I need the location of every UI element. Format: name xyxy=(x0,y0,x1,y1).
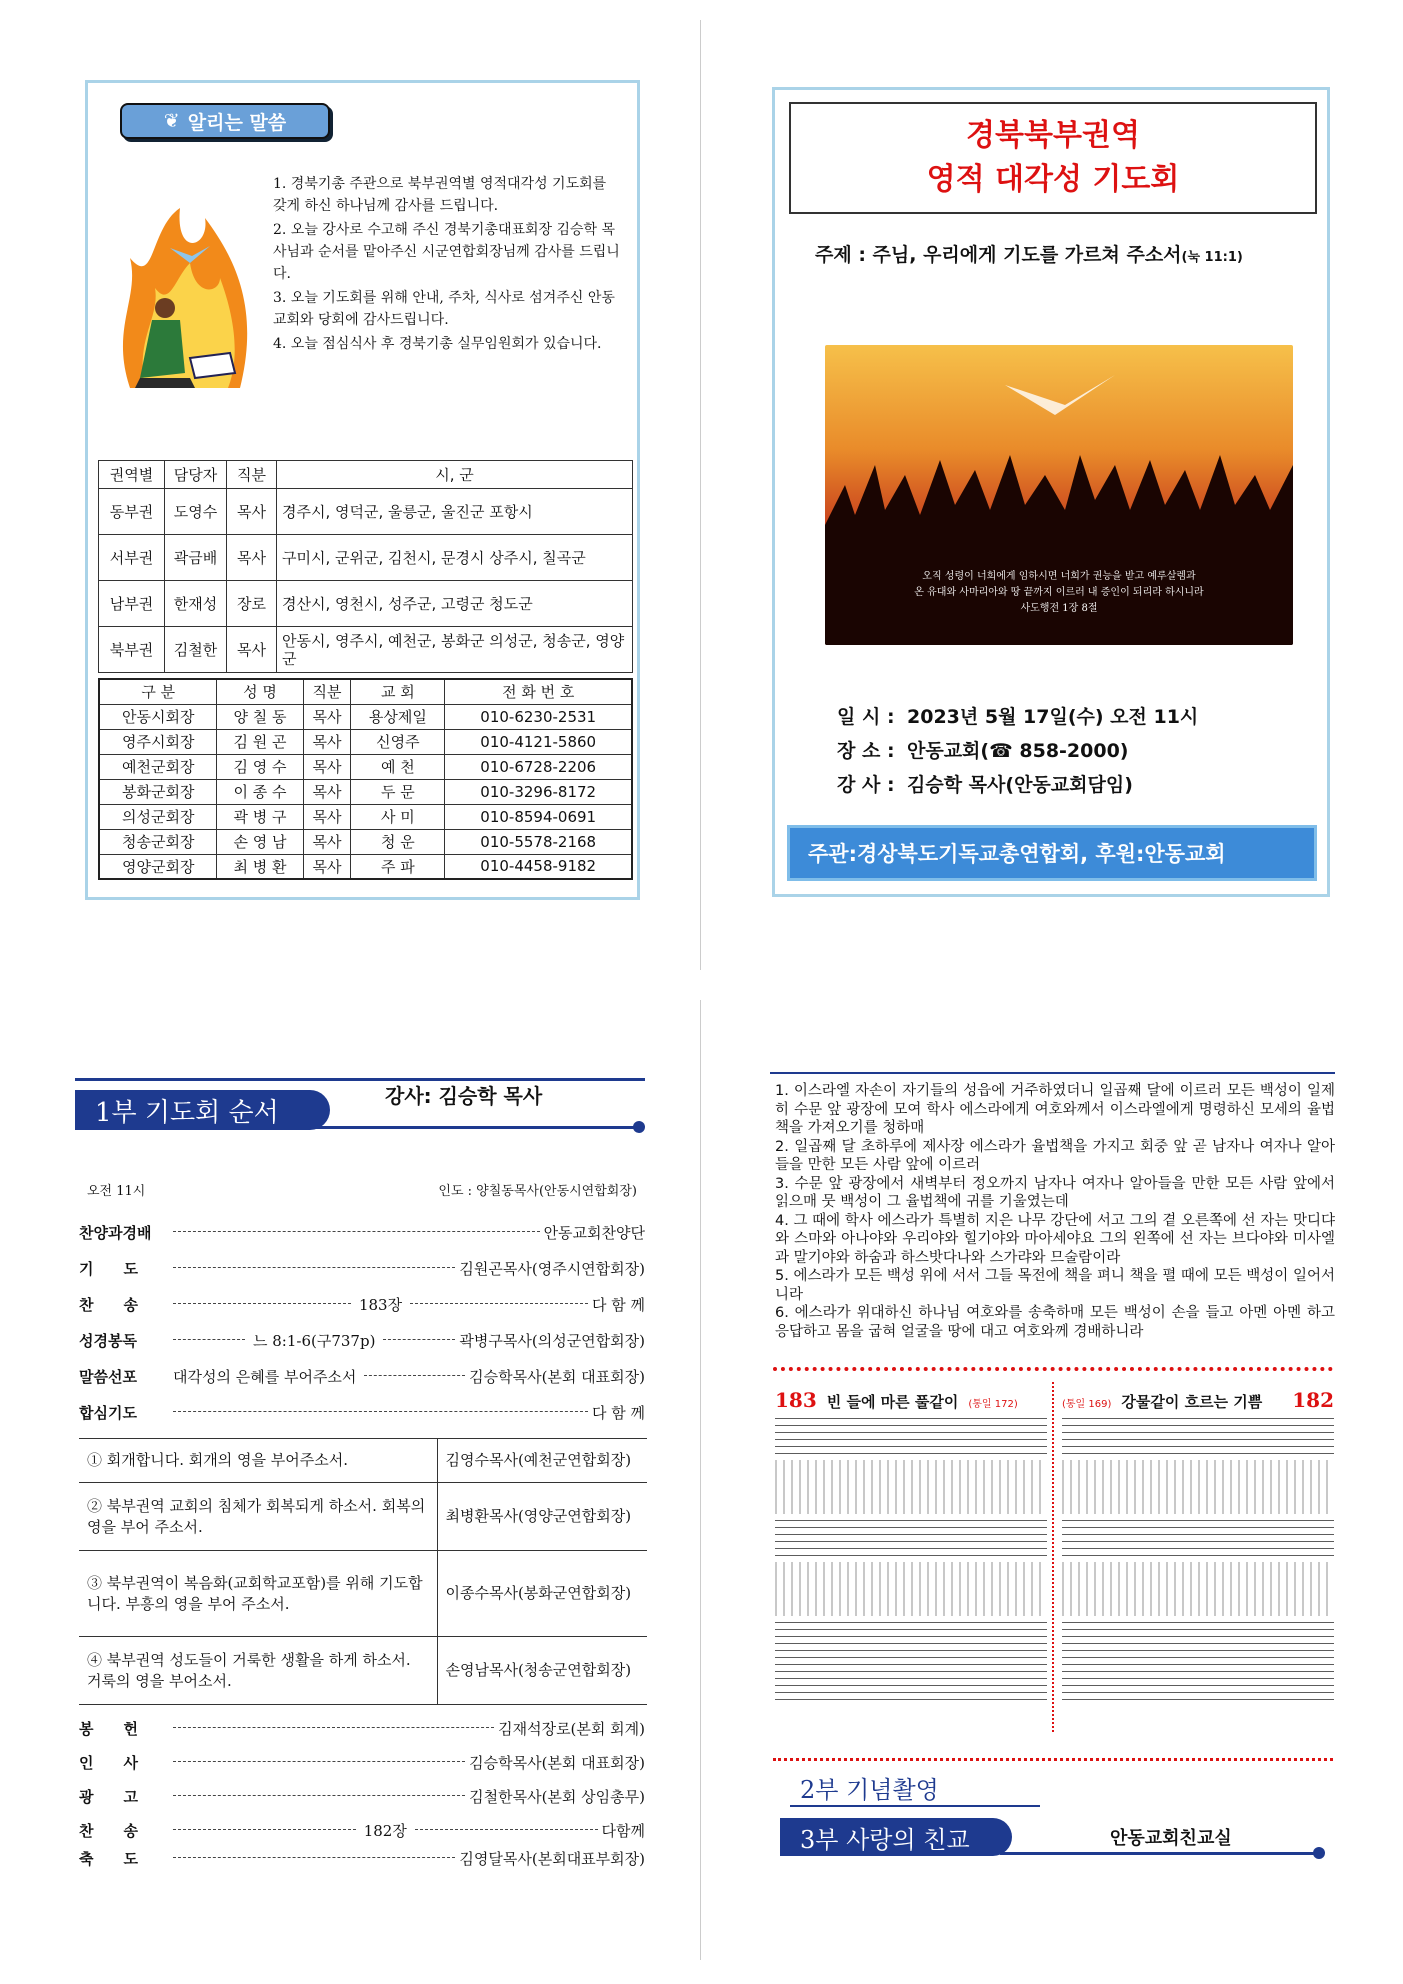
section-dot xyxy=(633,1121,645,1133)
place-value: 안동교회(☎ 858-2000) xyxy=(907,740,1129,762)
order-value: 김영달목사(본회대표부회장) xyxy=(459,1850,645,1868)
order-value: 김철한목사(본회 상임총무) xyxy=(469,1788,645,1806)
contact-division: 봉화군회장 xyxy=(99,779,217,804)
contact-division: 영주시회장 xyxy=(99,729,217,754)
scripture-verse: 2. 일곱째 달 초하루에 제사장 에스라가 율법책을 가지고 회중 앞 곧 남자나 여자나 알아들을 만한 모든 사람 앞에 이르러 xyxy=(775,1138,1335,1173)
table-row xyxy=(99,627,633,673)
contact-division: 청송군회장 xyxy=(99,829,217,854)
dash-line xyxy=(173,1258,455,1268)
contact-phone: 010-4458-9182 xyxy=(445,854,632,879)
contact-phone: 010-8594-0691 xyxy=(445,804,632,829)
region-header: 담당자 xyxy=(165,461,227,489)
contact-phone: 010-6230-2531 xyxy=(445,704,632,729)
hymn-title: 강물같이 흐르는 기쁨 xyxy=(1121,1393,1263,1411)
event-info xyxy=(837,700,1198,802)
scripture-verse: 6. 에스라가 위대하신 하나님 여호와를 송축하매 모든 백성이 손을 들고 아멘 아멘 하고 응답하고 몸을 굽혀 얼굴을 땅에 대고 여호와께 경배하니라 xyxy=(775,1305,1335,1340)
contact-header: 전 화 번 호 xyxy=(445,679,632,704)
section-rule-top xyxy=(75,1078,645,1081)
prayer-text: ③ 북부권역이 복음화(교회학교포함)를 위해 기도합니다. 부흥의 영을 부어 주소서. xyxy=(79,1551,437,1637)
order-row xyxy=(79,1258,645,1279)
speaker-label: 강 사 : xyxy=(837,774,895,796)
order-row xyxy=(79,1294,645,1315)
contact-church: 두 문 xyxy=(351,779,445,804)
program-panel xyxy=(75,1070,645,1870)
contact-name: 양 칠 동 xyxy=(217,704,303,729)
contact-phone: 010-3296-8172 xyxy=(445,779,632,804)
prayer-text: ② 북부권역 교회의 침체가 회복되게 하소서. 회복의 영을 부어 주소서. xyxy=(79,1483,437,1551)
prayer-table xyxy=(79,1438,647,1705)
region-cities: 경주시, 영덕군, 울릉군, 울진군 포항시 xyxy=(277,489,633,535)
contact-role: 목사 xyxy=(303,804,351,829)
contact-division: 영양군회장 xyxy=(99,854,217,879)
contact-division: 안동시회장 xyxy=(99,704,217,729)
prayer-leader: 이종수목사(봉화군연합회장) xyxy=(437,1551,647,1637)
music-staff xyxy=(775,1418,1047,1454)
hero-caption-line: 오직 성령이 너희에게 임하시면 너희가 권능을 받고 예루살렘과 xyxy=(922,571,1196,582)
order-label: 말씀선포 xyxy=(79,1368,137,1386)
date-value: 2023년 5월 17일(수) 오전 11시 xyxy=(907,706,1199,728)
contact-name: 이 종 수 xyxy=(217,779,303,804)
dash-line xyxy=(173,1222,540,1232)
prayer-text: ④ 북부권역 성도들이 거룩한 생활을 하게 하소서. 거룩의 영을 부어소서. xyxy=(79,1637,437,1705)
region-header: 권역별 xyxy=(99,461,165,489)
order-row xyxy=(79,1330,645,1351)
order-label: 찬 송 xyxy=(79,1822,138,1840)
hymn-number: 182 xyxy=(1292,1388,1334,1412)
prayer-row xyxy=(79,1439,647,1483)
hymn-old-number: (통일 169) xyxy=(1062,1399,1112,1410)
region-manager: 김철한 xyxy=(165,627,227,673)
dash-line xyxy=(173,1718,494,1728)
hero-caption-line: 온 유대와 사마리아와 땅 끝까지 이르러 내 증인이 되리라 하시니라 xyxy=(914,587,1204,598)
region-role: 목사 xyxy=(227,535,277,581)
order-label: 기 도 xyxy=(79,1260,138,1278)
hymn-title: 빈 들에 마른 풀같이 xyxy=(826,1393,959,1411)
hymn-lyrics-block xyxy=(1062,1460,1334,1514)
hymn-lyrics-block xyxy=(775,1562,1047,1616)
prayer-text: ① 회개합니다. 회개의 영을 부어주소서. xyxy=(79,1439,437,1483)
contact-name: 김 영 수 xyxy=(217,754,303,779)
hero-caption xyxy=(825,569,1293,617)
cover-title-line2: 영적 대각성 기도회 xyxy=(926,162,1180,197)
program-leader: 인도 : 양칠동목사(안동시연합회장) xyxy=(438,1184,637,1199)
section-title-3: 3부 사랑의 친교 xyxy=(780,1818,1012,1856)
order-label: 인 사 xyxy=(79,1754,138,1772)
music-staff xyxy=(1062,1418,1334,1454)
order-label: 광 고 xyxy=(79,1788,138,1806)
table-row xyxy=(99,829,632,854)
contact-church: 사 미 xyxy=(351,804,445,829)
contact-church: 용상제일 xyxy=(351,704,445,729)
dash-line xyxy=(173,1330,245,1340)
region-header: 시, 군 xyxy=(277,461,633,489)
order-row xyxy=(79,1366,645,1387)
order-label: 성경봉독 xyxy=(79,1332,137,1350)
dash-line xyxy=(173,1752,465,1762)
order-value: 곽병구목사(의성군연합회장) xyxy=(459,1332,645,1350)
music-staff xyxy=(1062,1520,1334,1556)
announcement-item: 3. 오늘 기도회를 위해 안내, 주차, 식사로 섬겨주신 안동교회와 당회에 감사드립니다. xyxy=(273,290,615,328)
hymn-lyrics-block xyxy=(1062,1562,1334,1616)
region-role: 목사 xyxy=(227,627,277,673)
region-manager: 도영수 xyxy=(165,489,227,535)
scripture-text xyxy=(775,1082,1335,1341)
table-row xyxy=(99,804,632,829)
contact-role: 목사 xyxy=(303,704,351,729)
scripture-verse: 4. 그 때에 학사 에스라가 특별히 지은 나무 강단에 서고 그의 곁 오른쪽에 선 자는 맛디댜와 스마와 아나야와 우리야와 힐기야와 마아세야요 그의 왼쪽에 선 자는 브다야와 미사엘과 말기야와 하숨과 하스밧다나와 스가랴와 므술람이라 xyxy=(775,1212,1335,1266)
music-staff xyxy=(1062,1664,1334,1700)
order-value: 다 함 께 xyxy=(592,1296,646,1314)
region-role: 장로 xyxy=(227,581,277,627)
contact-role: 목사 xyxy=(303,729,351,754)
order-label: 찬 송 xyxy=(79,1296,138,1314)
order-value: 다함께 xyxy=(601,1822,646,1840)
order-row xyxy=(79,1718,645,1739)
host-bar: 주관:경상북도기독교총연합회, 후원:안동교회 xyxy=(787,825,1317,881)
program-time: 오전 11시 xyxy=(87,1184,146,1199)
hymn-sheet-182 xyxy=(1062,1388,1334,1748)
order-label: 축 도 xyxy=(79,1850,138,1868)
hymn-sheet-183 xyxy=(775,1388,1047,1748)
announcement-title-badge xyxy=(120,103,330,139)
region-name: 남부권 xyxy=(99,581,165,627)
region-manager: 곽금배 xyxy=(165,535,227,581)
dash-line xyxy=(383,1330,455,1340)
dash-line xyxy=(173,1402,588,1412)
order-label: 합심기도 xyxy=(79,1404,137,1422)
order-row xyxy=(79,1848,645,1869)
contact-name: 곽 병 구 xyxy=(217,804,303,829)
prayer-leader: 김영수목사(예천군연합회장) xyxy=(437,1439,647,1483)
cover-panel xyxy=(772,87,1330,897)
scripture-verse: 3. 수문 앞 광장에서 새벽부터 정오까지 남자나 여자나 알아들을 만한 모든 사람 앞에서 읽으매 뭇 백성이 그 율법책에 귀를 기울였는데 xyxy=(775,1175,1335,1210)
dash-line xyxy=(364,1366,465,1376)
announcement-item: 1. 경북기총 주관으로 북부권역별 영적대각성 기도회를 갖게 하신 하나님께 감사를 드립니다. xyxy=(273,176,607,214)
contact-church: 주 파 xyxy=(351,854,445,879)
order-row xyxy=(79,1222,645,1243)
date-label: 일 시 : xyxy=(837,706,895,728)
red-dotted-divider xyxy=(773,1367,1333,1371)
cover-theme xyxy=(815,240,1243,267)
contact-church: 신영주 xyxy=(351,729,445,754)
region-name: 북부권 xyxy=(99,627,165,673)
section-rule xyxy=(315,1126,640,1129)
region-cities: 경산시, 영천시, 성주군, 고령군 청도군 xyxy=(277,581,633,627)
contact-header: 구 분 xyxy=(99,679,217,704)
table-row xyxy=(99,729,632,754)
contact-role: 목사 xyxy=(303,754,351,779)
music-staff xyxy=(775,1664,1047,1700)
order-value: 김승학목사(본회 대표회장) xyxy=(469,1754,645,1772)
scripture-verse: 1. 이스라엘 자손이 자기들의 성읍에 거주하였더니 일곱째 달에 이르러 모든 백성이 일제히 수문 앞 광장에 모여 학사 에스라에게 여호와께서 이스라엘에게 명령하신 모세의 율법책을 가져오기를 청하매 xyxy=(775,1083,1335,1136)
dash-line xyxy=(173,1294,351,1304)
contact-header: 성 명 xyxy=(217,679,303,704)
contact-role: 목사 xyxy=(303,829,351,854)
table-row xyxy=(99,535,633,581)
table-row xyxy=(99,581,633,627)
worship-hero-image xyxy=(825,345,1293,645)
prayer-leader: 손영남목사(청송군연합회장) xyxy=(437,1637,647,1705)
contact-church: 청 운 xyxy=(351,829,445,854)
contact-name: 김 원 곤 xyxy=(217,729,303,754)
contact-name: 손 영 남 xyxy=(217,829,303,854)
theme-text: 주제 : 주님, 우리에게 기도를 가르쳐 주소서 xyxy=(815,244,1182,266)
order-mid: 182장 xyxy=(363,1822,407,1840)
hymn-old-number: (통일 172) xyxy=(968,1399,1018,1410)
order-mid: 대각성의 은혜를 부어주소서 xyxy=(173,1368,357,1386)
prayer-row xyxy=(79,1637,647,1705)
red-dotted-divider xyxy=(773,1758,1333,1761)
section-rule xyxy=(790,1805,1040,1807)
order-row xyxy=(79,1402,645,1423)
section-dot xyxy=(1313,1847,1325,1859)
contact-church: 예 천 xyxy=(351,754,445,779)
contact-division: 의성군회장 xyxy=(99,804,217,829)
contact-table xyxy=(98,678,633,880)
music-staff xyxy=(775,1622,1047,1658)
hymn-divider xyxy=(1052,1382,1054,1732)
region-table xyxy=(98,460,633,673)
order-value: 김재석장로(본회 회계) xyxy=(498,1720,645,1738)
contact-phone: 010-6728-2206 xyxy=(445,754,632,779)
dash-line xyxy=(173,1786,465,1796)
order-value: 다 함 께 xyxy=(591,1404,645,1422)
order-value: 안동교회찬양단 xyxy=(543,1224,645,1242)
page-divider-vertical xyxy=(700,20,701,970)
announcement-list xyxy=(273,173,623,357)
contact-division: 예천군회장 xyxy=(99,754,217,779)
region-name: 서부권 xyxy=(99,535,165,581)
section-title-2: 2부 기념촬영 xyxy=(800,1776,939,1804)
table-row xyxy=(99,489,633,535)
contact-header: 직분 xyxy=(303,679,351,704)
dash-line xyxy=(415,1820,598,1830)
theme-ref: (눅 11:1) xyxy=(1181,250,1243,265)
region-manager: 한재성 xyxy=(165,581,227,627)
music-staff xyxy=(775,1520,1047,1556)
order-value: 김승학목사(본회 대표회장) xyxy=(469,1368,645,1386)
table-row xyxy=(99,779,632,804)
cover-title-box xyxy=(789,102,1317,214)
announcement-panel xyxy=(85,80,640,900)
contact-name: 최 병 환 xyxy=(217,854,303,879)
order-row xyxy=(79,1786,645,1807)
order-mid: 183장 xyxy=(358,1296,403,1314)
table-row xyxy=(99,754,632,779)
section-rule-top xyxy=(770,1072,1335,1074)
page-divider-vertical-2 xyxy=(700,1000,701,1960)
section3-place: 안동교회친교실 xyxy=(1110,1828,1232,1849)
hero-caption-line: 사도행전 1장 8절 xyxy=(1020,603,1098,614)
praying-man-fire-illustration xyxy=(110,208,260,398)
prayer-row xyxy=(79,1551,647,1637)
announcement-item: 4. 오늘 점심식사 후 경북기총 실무임원회가 있습니다. xyxy=(273,336,602,352)
time-row xyxy=(87,1180,647,1199)
table-row xyxy=(99,854,632,879)
order-label: 봉 헌 xyxy=(79,1720,138,1738)
section-rule xyxy=(1000,1852,1318,1855)
scripture-panel xyxy=(770,1070,1335,1870)
prayer-leader: 최병환목사(영양군연합회장) xyxy=(437,1483,647,1551)
program-speaker: 강사: 김승학 목사 xyxy=(385,1084,543,1108)
music-staff xyxy=(1062,1622,1334,1658)
hymn-lyrics-block xyxy=(775,1460,1047,1514)
order-row xyxy=(79,1820,645,1841)
region-name: 동부권 xyxy=(99,489,165,535)
prayer-row xyxy=(79,1483,647,1551)
cover-title-line1: 경북북부권역 xyxy=(966,118,1140,153)
announcement-title: 알리는 말씀 xyxy=(187,111,287,134)
order-value: 김원곤목사(영주시연합회장) xyxy=(459,1260,645,1278)
contact-phone: 010-4121-5860 xyxy=(445,729,632,754)
announcement-item: 2. 오늘 강사로 수고해 주신 경북기총대표회장 김승학 목사님과 순서를 맡아주신 시군연합회장님께 감사를 드립니다. xyxy=(273,222,620,282)
scripture-verse: 5. 에스라가 모든 백성 위에 서서 그들 목전에 책을 펴니 책을 펼 때에 모든 백성이 일어서니라 xyxy=(775,1268,1335,1303)
dash-line xyxy=(410,1294,588,1304)
region-role: 목사 xyxy=(227,489,277,535)
dash-line xyxy=(173,1848,455,1858)
contact-phone: 010-5578-2168 xyxy=(445,829,632,854)
region-header: 직분 xyxy=(227,461,277,489)
order-label: 찬양과경배 xyxy=(79,1224,152,1242)
contact-role: 목사 xyxy=(303,779,351,804)
table-row xyxy=(99,704,632,729)
place-label: 장 소 : xyxy=(837,740,895,762)
order-row xyxy=(79,1752,645,1773)
section-title-1: 1부 기도회 순서 xyxy=(75,1090,330,1130)
contact-role: 목사 xyxy=(303,854,351,879)
dash-line xyxy=(173,1820,356,1830)
hymn-number: 183 xyxy=(775,1388,817,1412)
region-cities: 안동시, 영주시, 예천군, 봉화군 의성군, 청송군, 영양군 xyxy=(277,627,633,673)
contact-header: 교 회 xyxy=(351,679,445,704)
speaker-value: 김승학 목사(안동교회담임) xyxy=(907,774,1133,796)
order-mid: 느 8:1-6(구737p) xyxy=(252,1332,376,1350)
dove-icon: ❦ xyxy=(163,110,180,132)
region-cities: 구미시, 군위군, 김천시, 문경시 상주시, 칠곡군 xyxy=(277,535,633,581)
